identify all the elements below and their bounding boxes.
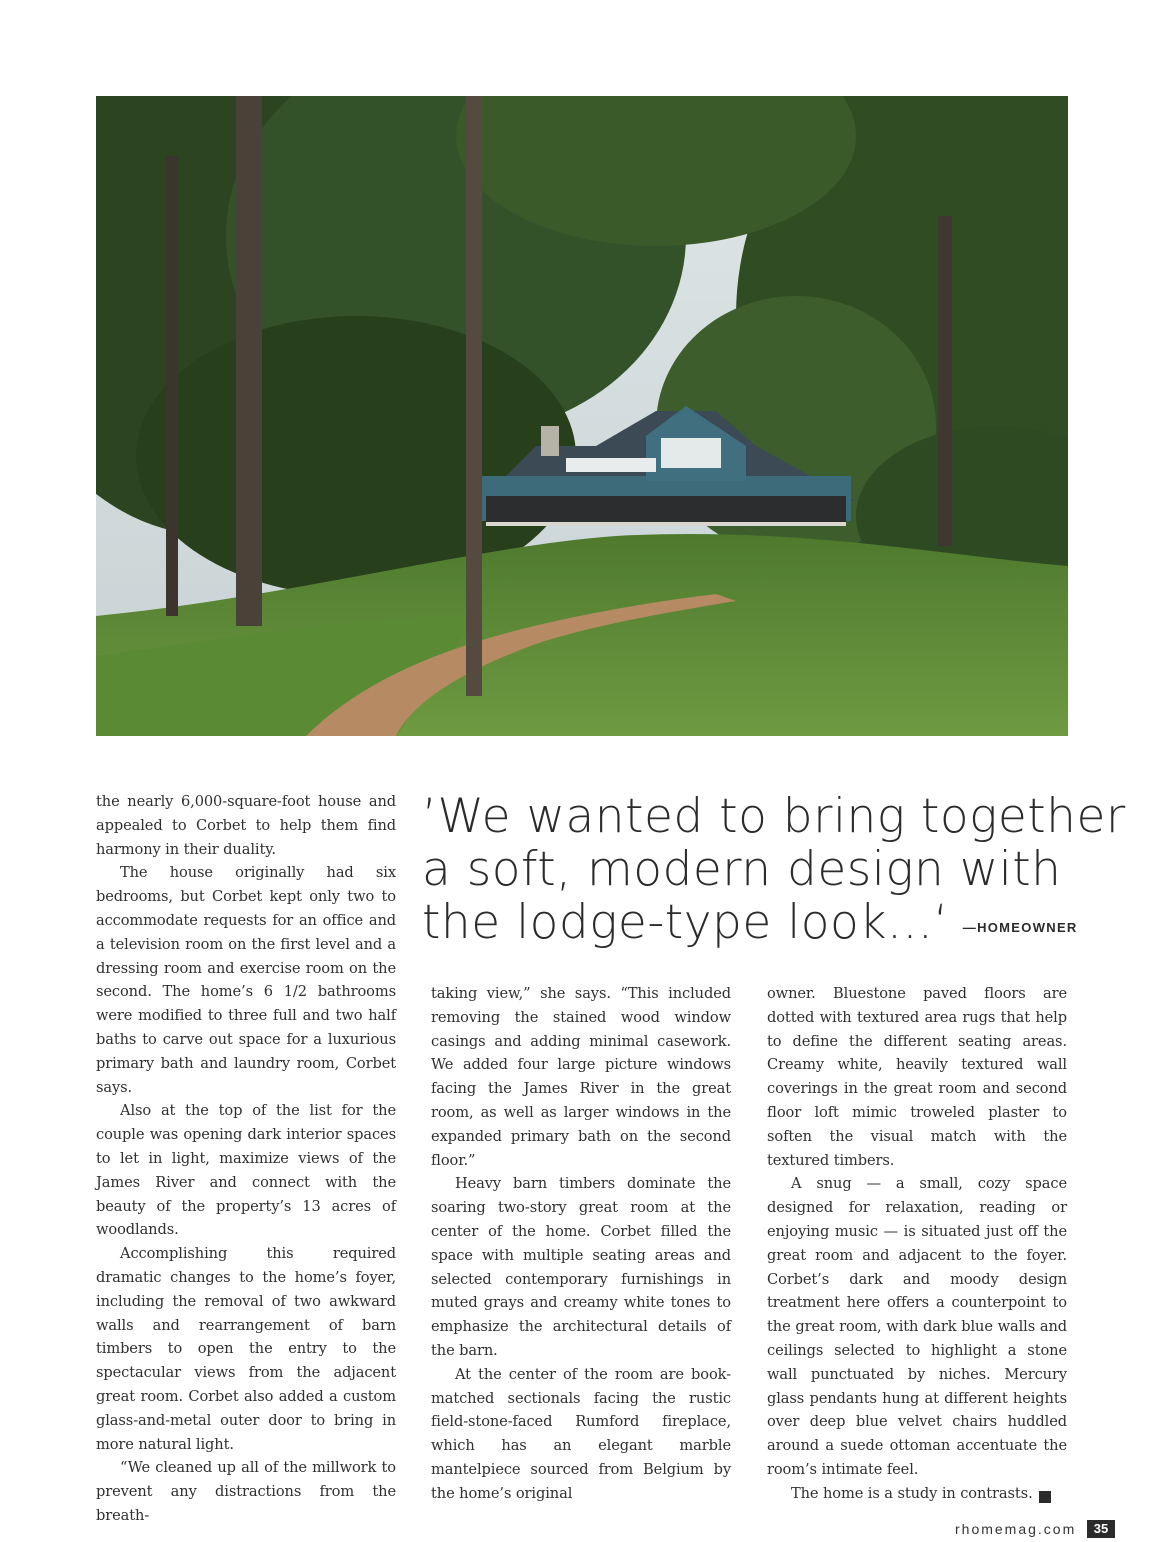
- paragraph: Accomplishing this required dramatic changes to the home’s foyer, including the removal of two awkward walls and rearrangement of barn timbers to open the entry to the spectacular views from the adjacent great room. Corbet also added a custom glass-and-metal outer door to bring in more natural light.: [96, 1245, 396, 1453]
- pull-quote-line: a soft, modern design with: [422, 842, 1062, 897]
- paragraph: The house originally had six bedrooms, but Corbet kept only two to accommodate requests for an office and a television room on the first level and a dressing room and exercise room on the second. The home’s 6 1/2 bathrooms were modified to three full and two half baths to carve out space for a luxurious primary bath and laundry room, Corbet says.: [96, 864, 396, 1096]
- paragraph: taking view,” she says. “This included removing the stained wood window casings and adding minimal casework. We added four large picture windows facing the James River in the great room, as well as larger windows in the expanded primary bath on the second floor.”: [431, 985, 731, 1169]
- paragraph: [767, 1482, 1071, 1506]
- paragraph: Heavy barn timbers dominate the soaring two-story great room at the center of the home. Corbet filled the space with multiple seating areas and selected contemporary furnishings in muted grays and creamy white tones to emphasize the architectural details of the barn.: [431, 1175, 731, 1359]
- house-landscape-illustration: [96, 96, 1068, 736]
- paragraph: A snug — a small, cozy space designed for relaxation, reading or enjoying music — is situated just off the great room and adjacent to the foyer. Corbet’s dark and moody design treatment here offers a counterpoint to the great room, with dark blue walls and ceilings selected to highlight a stone wall punctuated by niches. Mercury glass pendants hung at different heights over deep blue velvet chairs huddled around a suede ottoman accentuate the room’s intimate feel.: [767, 1175, 1067, 1478]
- arrow-right-icon: ➜: [1039, 1491, 1051, 1503]
- article-column-1: [96, 790, 396, 1528]
- feature-photo: [96, 96, 1068, 736]
- paragraph: owner. Bluestone paved floors are dotted with textured area rugs that help to define the different seating areas. Creamy white, heavily textured wall coverings in the great room and second floor loft mimic troweled plaster to soften the visual match with the textured timbers.: [767, 985, 1067, 1169]
- article-column-2: [431, 982, 731, 1506]
- article-column-3: [767, 982, 1071, 1506]
- pull-quote-line: ’We wanted to bring together: [422, 789, 1126, 844]
- paragraph: Also at the top of the list for the couple was opening dark interior spaces to let in light, maximize views of the James River and connect with the beauty of the property’s 13 acres of woodlands.: [96, 1102, 396, 1239]
- quote-attribution: —HOMEOWNER: [962, 920, 1078, 935]
- paragraph: the nearly 6,000-square-foot house and appealed to Corbet to help them find harmony in their duality.: [96, 793, 396, 858]
- paragraph-text: The home is a study in contrasts.: [791, 1484, 1033, 1502]
- pull-quote-text: the lodge-type look...‘: [422, 895, 949, 950]
- paragraph: “We cleaned up all of the millwork to prevent any distractions from the breath-: [96, 1459, 396, 1524]
- page-number: 35: [1087, 1520, 1115, 1538]
- pull-quote-line: [422, 896, 1082, 954]
- pull-quote: [422, 789, 1126, 954]
- paragraph: At the center of the room are book-matched sectionals facing the rustic field-stone-faced Rumford fireplace, which has an elegant marble mantelpiece sourced from Belgium by the home’s original: [431, 1365, 731, 1502]
- footer-site: rhomemag.com: [955, 1521, 1077, 1537]
